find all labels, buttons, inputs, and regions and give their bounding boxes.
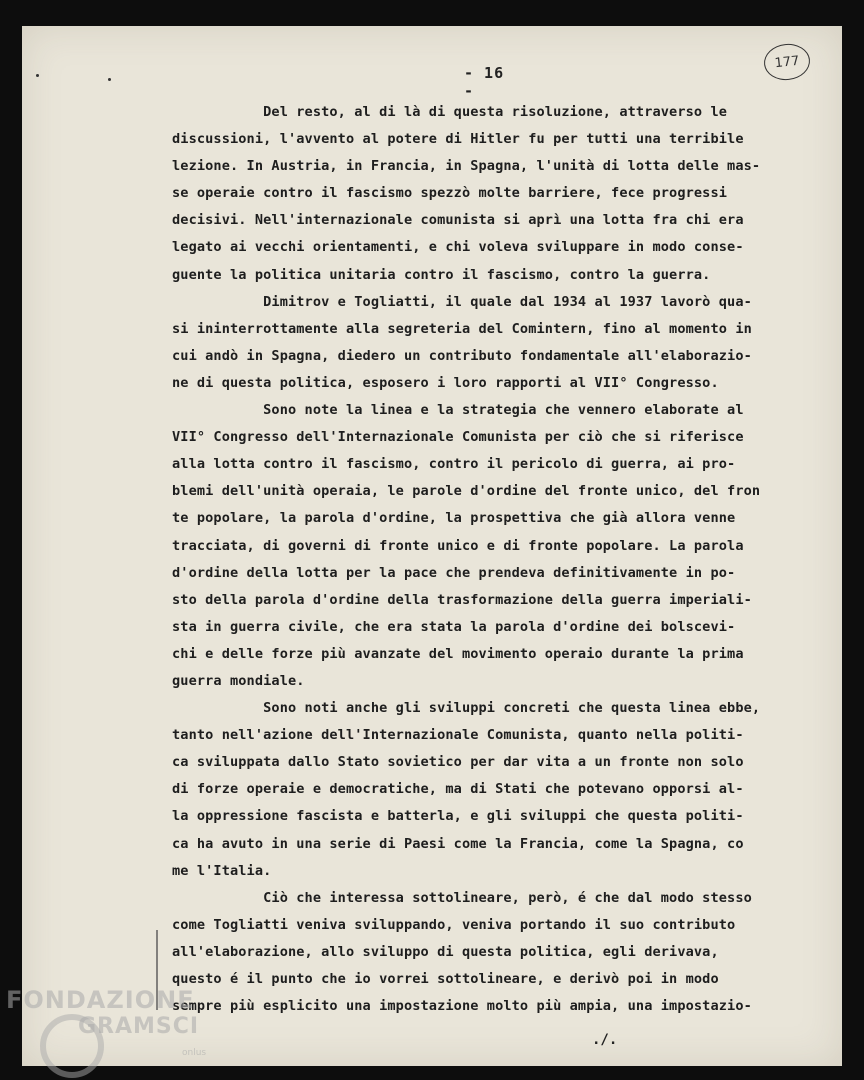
text-line: ne di questa politica, esposero i loro rapporti al VII° Congresso. bbox=[172, 374, 719, 391]
text-line: sta in guerra civile, che era stata la parola d'ordine dei bolscevi- bbox=[172, 618, 736, 635]
text-line: decisivi. Nell'internazionale comunista si aprì una lotta fra chi era bbox=[172, 212, 744, 229]
scan-speck bbox=[108, 78, 111, 81]
margin-pencil-mark bbox=[156, 930, 158, 1010]
text-line: all'elaborazione, allo sviluppo di questa politica, egli derivava, bbox=[172, 943, 719, 960]
text-line: guente la politica unitaria contro il fascismo, contro la guerra. bbox=[172, 266, 711, 283]
continuation-mark: ./. bbox=[592, 1032, 618, 1048]
text-line: cui andò in Spagna, diedero un contributo fondamentale all'elaborazio- bbox=[172, 347, 752, 364]
text-line: lezione. In Austria, in Francia, in Spagna, l'unità di lotta delle mas- bbox=[172, 158, 761, 175]
page-number: - 16 - bbox=[464, 64, 505, 100]
text-line: ca ha avuto in una serie di Paesi come la Francia, come la Spagna, co bbox=[172, 835, 744, 852]
text-line: sempre più esplicito una impostazione molto più ampia, una impostazio- bbox=[172, 998, 752, 1015]
text-line: Sono noti anche gli sviluppi concreti che questa linea ebbe, bbox=[172, 700, 761, 717]
text-line: sto della parola d'ordine della trasformazione della guerra imperiali- bbox=[172, 591, 752, 608]
text-line: di forze operaie e democratiche, ma di Stati che potevano opporsi al- bbox=[172, 781, 744, 798]
text-line: questo é il punto che io vorrei sottolineare, e derivò poi in modo bbox=[172, 971, 719, 987]
text-line: me l'Italia. bbox=[172, 862, 272, 879]
text-line: tracciata, di governi di fronte unico e di fronte popolare. La parola bbox=[172, 537, 744, 554]
watermark-line-1: FONDAZIONE bbox=[6, 986, 195, 1014]
archive-page-number: 177 bbox=[773, 53, 801, 71]
text-line: legato ai vecchi orientamenti, e chi voleva sviluppare in modo conse- bbox=[172, 239, 744, 256]
text-line: Ciò che interessa sottolineare, però, é che dal modo stesso bbox=[172, 889, 752, 906]
text-line: si ininterrottamente alla segreteria del Comintern, fino al momento in bbox=[172, 320, 752, 337]
scan-speck bbox=[36, 74, 39, 77]
text-line: guerra mondiale. bbox=[172, 672, 305, 689]
text-line: se operaie contro il fascismo spezzò molte barriere, fece progressi bbox=[172, 185, 728, 202]
text-line: alla lotta contro il fascismo, contro il pericolo di guerra, ai pro- bbox=[172, 456, 736, 473]
text-line: Dimitrov e Togliatti, il quale dal 1934 al 1937 lavorò qua- bbox=[172, 293, 752, 310]
text-line: come Togliatti veniva sviluppando, veniva portando il suo contributo bbox=[172, 916, 736, 933]
text-line: Del resto, al di là di questa risoluzione, attraverso le bbox=[172, 104, 728, 120]
text-line: ca sviluppata dallo Stato sovietico per dar vita a un fronte non solo bbox=[172, 754, 744, 771]
text-line: te popolare, la parola d'ordine, la prospettiva che già allora venne bbox=[172, 510, 736, 527]
text-line: chi e delle forze più avanzate del movimento operaio durante la prima bbox=[172, 645, 744, 662]
text-line: discussioni, l'avvento al potere di Hitler fu per tutti una terribile bbox=[172, 131, 744, 148]
text-line: tanto nell'azione dell'Internazionale Comunista, quanto nella politi- bbox=[172, 727, 744, 744]
watermark-line-2: GRAMSCI bbox=[78, 1014, 200, 1039]
text-line: Sono note la linea e la strategia che vennero elaborate al bbox=[172, 402, 744, 419]
text-line: d'ordine della lotta per la pace che prendeva definitivamente in po- bbox=[172, 564, 736, 581]
typed-text-body bbox=[172, 99, 838, 1020]
watermark-line-3: onlus bbox=[182, 1048, 207, 1058]
text-line: VII° Congresso dell'Internazionale Comunista per ciò che si riferisce bbox=[172, 429, 744, 446]
text-line: blemi dell'unità operaia, le parole d'ordine del fronte unico, del fron bbox=[172, 483, 761, 500]
text-line: la oppressione fascista e batterla, e gli sviluppi che questa politi- bbox=[172, 808, 744, 825]
